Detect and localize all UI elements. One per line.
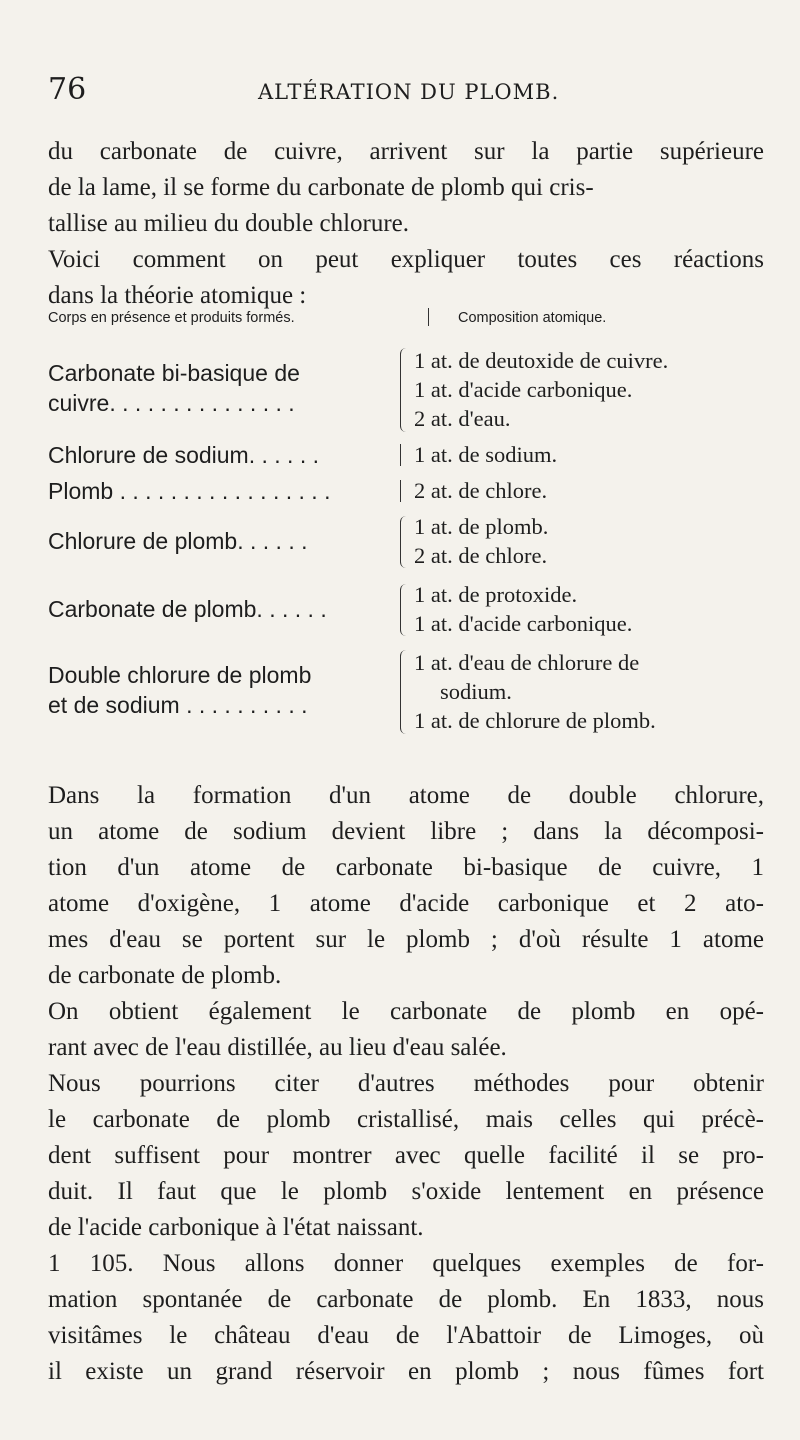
text-line: tallise au milieu du double chlorure. [48, 210, 410, 237]
substance-line: Carbonate bi-basique de [48, 360, 300, 386]
atomic-composition [414, 648, 774, 735]
composition-line: 1 at. d'acide carbonique. [414, 611, 633, 636]
atomic-composition [414, 476, 774, 505]
text-line: de carbonate de plomb. [48, 962, 282, 989]
text-line: mes d'eau se portent sur le plomb ; d'où résulte 1 atome [48, 926, 764, 953]
page-number: 76 [48, 72, 87, 107]
substance-line: Double chlorure de plomb [48, 662, 312, 688]
body-paragraph [48, 1246, 764, 1390]
text-line: mation spontanée de carbonate de plomb. En 1833, nous [48, 1286, 764, 1313]
brace [400, 516, 413, 568]
text-line: 1 105. Nous allons donner quelques exemples de for- [48, 1250, 764, 1277]
composition-line: 1 at. d'eau de chlorure de [414, 650, 640, 675]
substance-name [48, 594, 388, 624]
composition-line: 1 at. d'acide carbonique. [414, 377, 633, 402]
running-title: ALTÉRATION DU PLOMB. [258, 80, 560, 104]
text-line: On obtient également le carbonate de plomb en opé- [48, 998, 764, 1025]
substance-name [48, 440, 388, 470]
text-line: Dans la formation d'un atome de double chlorure, [48, 782, 764, 809]
brace [400, 480, 413, 502]
substance-name [48, 358, 388, 418]
text-line: tion d'un atome de carbonate bi-basique de cuivre, 1 [48, 854, 764, 881]
substance-line: Plomb . . . . . . . . . . . . . . . . . [48, 478, 331, 504]
text-line: il existe un grand réservoir en plomb ; nous fûmes fort [48, 1358, 764, 1385]
atomic-composition [414, 346, 774, 433]
text-line: visitâmes le château d'eau de l'Abattoir de Limoges, où [48, 1322, 764, 1349]
substance-name [48, 660, 388, 720]
body-paragraph [48, 778, 764, 994]
table-left-heading: Corps en présence et produits formés. [48, 310, 295, 326]
composition-line: 2 at. de chlore. [414, 478, 548, 503]
text-line: le carbonate de plomb cristallisé, mais celles qui précè- [48, 1106, 764, 1133]
substance-line: Chlorure de sodium. . . . . . [48, 442, 320, 468]
atomic-composition [414, 512, 774, 570]
atomic-composition [414, 440, 774, 469]
body-paragraph [48, 1066, 764, 1246]
text-line: Voici comment on peut expliquer toutes ces réactions [48, 246, 764, 273]
text-line: de la lame, il se forme du carbonate de plomb qui cris- [48, 174, 594, 201]
table-right-heading: Composition atomique. [458, 310, 607, 326]
substance-line: Carbonate de plomb. . . . . . [48, 596, 327, 622]
table-row [48, 648, 772, 738]
brace [400, 584, 413, 636]
table-row [48, 580, 772, 640]
table-row [48, 440, 772, 470]
composition-line: 1 at. de sodium. [414, 442, 558, 467]
intro-paragraph [48, 134, 764, 314]
brace [400, 650, 413, 734]
composition-line: 1 at. de protoxide. [414, 582, 578, 607]
text-line: atome d'oxigène, 1 atome d'acide carbonique et 2 ato- [48, 890, 764, 917]
composition-line: 2 at. de chlore. [414, 543, 548, 568]
table-row [48, 476, 772, 506]
composition-line: 1 at. de deutoxide de cuivre. [414, 348, 669, 373]
atomic-composition [414, 580, 774, 638]
composition-line: sodium. [440, 679, 512, 704]
text-line: duit. Il faut que le plomb s'oxide lentement en présence [48, 1178, 764, 1205]
substance-line: cuivre. . . . . . . . . . . . . . . [48, 390, 295, 416]
substance-name [48, 476, 388, 506]
table-row [48, 512, 772, 572]
composition-line: 2 at. d'eau. [414, 406, 511, 431]
substance-line: et de sodium . . . . . . . . . . [48, 692, 308, 718]
text-line: dans la théorie atomique : [48, 282, 307, 309]
substance-name [48, 526, 388, 556]
table-row [48, 346, 772, 436]
body-paragraph [48, 994, 764, 1066]
brace [400, 348, 413, 432]
text-line: dent suffisent pour montrer avec quelle facilité il se pro- [48, 1142, 764, 1169]
brace [400, 444, 413, 466]
composition-line: 1 at. de plomb. [414, 514, 549, 539]
substance-line: Chlorure de plomb. . . . . . [48, 528, 308, 554]
text-line: un atome de sodium devient libre ; dans la décomposi- [48, 818, 764, 845]
heading-separator [428, 308, 429, 326]
composition-line: 1 at. de chlorure de plomb. [414, 708, 656, 733]
text-line: du carbonate de cuivre, arrivent sur la partie supérieure [48, 138, 764, 165]
page-header [48, 72, 772, 106]
text-line: rant avec de l'eau distillée, au lieu d'eau salée. [48, 1034, 507, 1061]
text-line: de l'acide carbonique à l'état naissant. [48, 1214, 424, 1241]
text-line: Nous pourrions citer d'autres méthodes pour obtenir [48, 1070, 764, 1097]
